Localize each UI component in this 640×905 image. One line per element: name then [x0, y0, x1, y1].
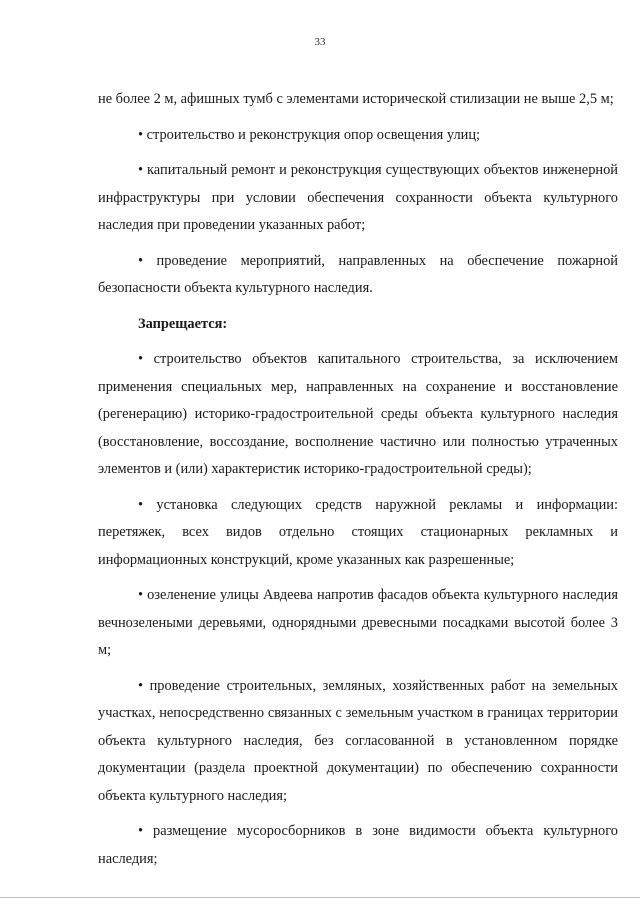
document-body	[98, 86, 618, 881]
allowed-item: • капитальный ремонт и реконструкция существующих объектов инженерной инфраструктуры при условии обеспечения сохранности объекта культурного наследия при проведении указанных работ;	[98, 162, 618, 233]
prohibited-item: • проведение строительных, земляных, хозяйственных работ на земельных участках, непосредственно связанных с земельным участком в границах территории объекта культурного наследия, без согласованной в установленном порядке документации (раздела проектной документации) по обеспечению сохранности объекта культурного наследия;	[98, 677, 618, 804]
prohibited-item: • озеленение улицы Авдеева напротив фасадов объекта культурного наследия вечнозелеными деревьями, однорядными древесными посадками высотой более 3 м;	[98, 587, 618, 658]
prohibited-item: • строительство объектов капитального строительства, за исключением применения специальных мер, направленных на сохранение и восстановление (регенерацию) историко-градостроительной среды объекта культурного наследия (восстановление, воссоздание, восполнение частично или полностью утраченных элементов и (или) характеристик историко-градостроительной среды);	[98, 351, 618, 477]
page-bottom-rule	[0, 897, 640, 898]
allowed-item: • строительство и реконструкция опор освещения улиц;	[138, 126, 481, 143]
page-number: 33	[314, 36, 326, 48]
prohibited-item: • размещение мусоросборников в зоне видимости объекта культурного наследия;	[98, 823, 618, 867]
allowed-item: • проведение мероприятий, направленных на обеспечение пожарной безопасности объекта культурного наследия.	[98, 252, 618, 296]
prohibited-item: • установка следующих средств наружной рекламы и информации: перетяжек, всех видов отдельно стоящих стационарных рекламных и информационных конструкций, кроме указанных как разрешенные;	[98, 496, 618, 568]
prohibited-heading: Запрещается:	[138, 315, 228, 332]
intro-paragraph: не более 2 м, афишных тумб с элементами исторической стилизации не выше 2,5 м;	[98, 91, 614, 107]
